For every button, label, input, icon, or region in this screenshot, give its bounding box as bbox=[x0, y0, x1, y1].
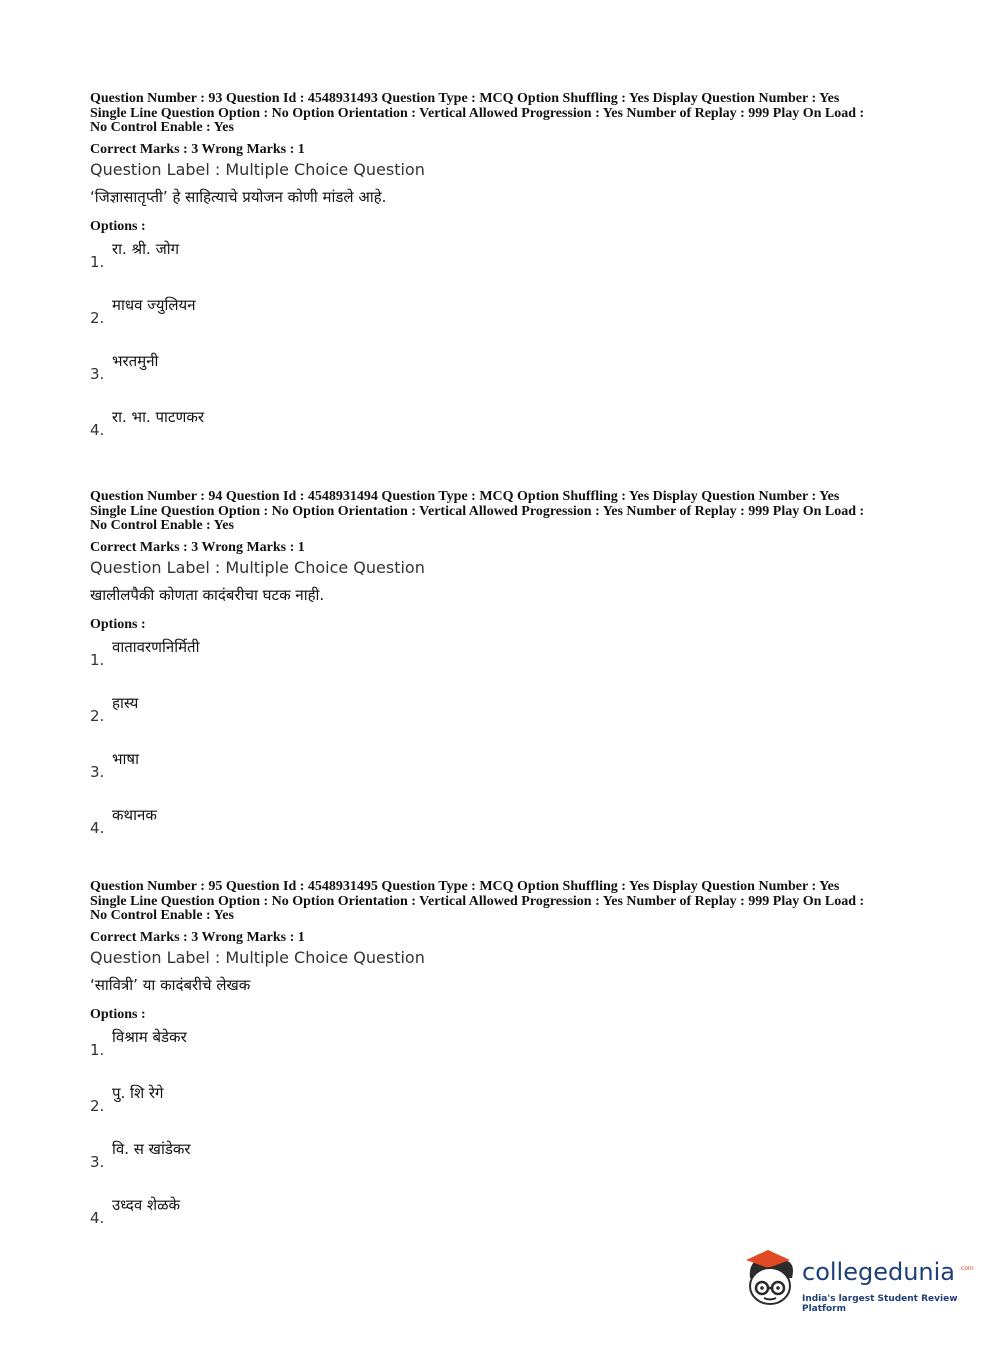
option-number: 2. bbox=[90, 1096, 105, 1115]
option-number: 1. bbox=[90, 650, 105, 669]
option-number: 3. bbox=[90, 762, 105, 781]
question-meta-line: Single Line Question Option : No Option Orientation : Vertical Allowed Progression : Yes Number of Replay : 999 Play On Load : bbox=[90, 893, 865, 909]
option-text: उध्दव शेळके bbox=[112, 1195, 181, 1214]
options-title: Options : bbox=[90, 1006, 146, 1022]
question-marks: Correct Marks : 3 Wrong Marks : 1 bbox=[90, 539, 305, 555]
option-item bbox=[90, 1195, 920, 1251]
question-meta-line: No Control Enable : Yes bbox=[90, 518, 234, 533]
option-text: वातावरणनिर्मिती bbox=[112, 637, 200, 656]
option-text: रा. भा. पाटणकर bbox=[112, 407, 204, 426]
question-block-93 bbox=[90, 92, 920, 463]
question-text: खालीलपैकी कोणता कादंबरीचा घटक नाही. bbox=[90, 585, 325, 604]
option-item bbox=[90, 805, 920, 861]
question-label: Question Label : Multiple Choice Question bbox=[90, 159, 425, 179]
question-text: ‘सावित्री’ या कादंबरीचे लेखक bbox=[90, 975, 251, 994]
question-block-94 bbox=[90, 490, 920, 861]
question-label: Question Label : Multiple Choice Question bbox=[90, 947, 425, 967]
option-item bbox=[90, 239, 920, 295]
option-text: भाषा bbox=[112, 749, 139, 768]
option-text: विश्राम बेडेकर bbox=[112, 1027, 187, 1046]
option-text: रा. श्री. जोग bbox=[112, 239, 180, 258]
option-text: भरतमुनी bbox=[112, 351, 159, 370]
option-item bbox=[90, 1139, 920, 1195]
question-block-95 bbox=[90, 880, 920, 1251]
option-number: 4. bbox=[90, 1208, 105, 1227]
options-title: Options : bbox=[90, 218, 146, 234]
option-number: 3. bbox=[90, 364, 105, 383]
question-text: ‘जिज्ञासातृप्ती’ हे साहित्याचे प्रयोजन कोणी मांडले आहे. bbox=[90, 187, 387, 206]
brand-suffix: .com bbox=[959, 1265, 974, 1272]
option-item bbox=[90, 407, 920, 463]
option-text: पु. शि रेगे bbox=[112, 1083, 164, 1102]
mascot-icon bbox=[740, 1248, 800, 1312]
option-item bbox=[90, 295, 920, 351]
option-item bbox=[90, 749, 920, 805]
option-number: 4. bbox=[90, 420, 105, 439]
option-item bbox=[90, 1083, 920, 1139]
option-number: 2. bbox=[90, 308, 105, 327]
brand-name: collegedunia bbox=[802, 1258, 956, 1286]
collegedunia-logo[interactable] bbox=[740, 1248, 974, 1318]
option-item bbox=[90, 351, 920, 407]
option-text: हास्य bbox=[112, 693, 139, 712]
option-number: 4. bbox=[90, 818, 105, 837]
option-number: 2. bbox=[90, 706, 105, 725]
option-text: माधव ज्युलियन bbox=[112, 295, 196, 314]
option-item bbox=[90, 1027, 920, 1083]
option-number: 1. bbox=[90, 1040, 105, 1059]
question-meta-line: Question Number : 94 Question Id : 4548931494 Question Type : MCQ Option Shuffling : Yes Display Question Number : Yes bbox=[90, 489, 840, 504]
question-marks: Correct Marks : 3 Wrong Marks : 1 bbox=[90, 141, 305, 157]
question-meta-line: No Control Enable : Yes bbox=[90, 120, 234, 135]
option-item bbox=[90, 637, 920, 693]
question-meta-line: No Control Enable : Yes bbox=[90, 908, 234, 923]
question-label: Question Label : Multiple Choice Question bbox=[90, 557, 425, 577]
brand-tagline: India's largest Student Review Platform bbox=[802, 1294, 958, 1314]
options-title: Options : bbox=[90, 616, 146, 632]
option-number: 3. bbox=[90, 1152, 105, 1171]
question-marks: Correct Marks : 3 Wrong Marks : 1 bbox=[90, 929, 305, 945]
option-item bbox=[90, 693, 920, 749]
question-meta-line: Question Number : 93 Question Id : 4548931493 Question Type : MCQ Option Shuffling : Yes Display Question Number : Yes bbox=[90, 91, 840, 106]
option-text: कथानक bbox=[112, 805, 157, 824]
question-meta-line: Single Line Question Option : No Option Orientation : Vertical Allowed Progression : Yes Number of Replay : 999 Play On Load : bbox=[90, 105, 865, 121]
question-meta-line: Question Number : 95 Question Id : 4548931495 Question Type : MCQ Option Shuffling : Yes Display Question Number : Yes bbox=[90, 879, 840, 894]
question-meta-line: Single Line Question Option : No Option Orientation : Vertical Allowed Progression : Yes Number of Replay : 999 Play On Load : bbox=[90, 503, 865, 519]
option-text: वि. स खांडेकर bbox=[112, 1139, 191, 1158]
option-number: 1. bbox=[90, 252, 105, 271]
